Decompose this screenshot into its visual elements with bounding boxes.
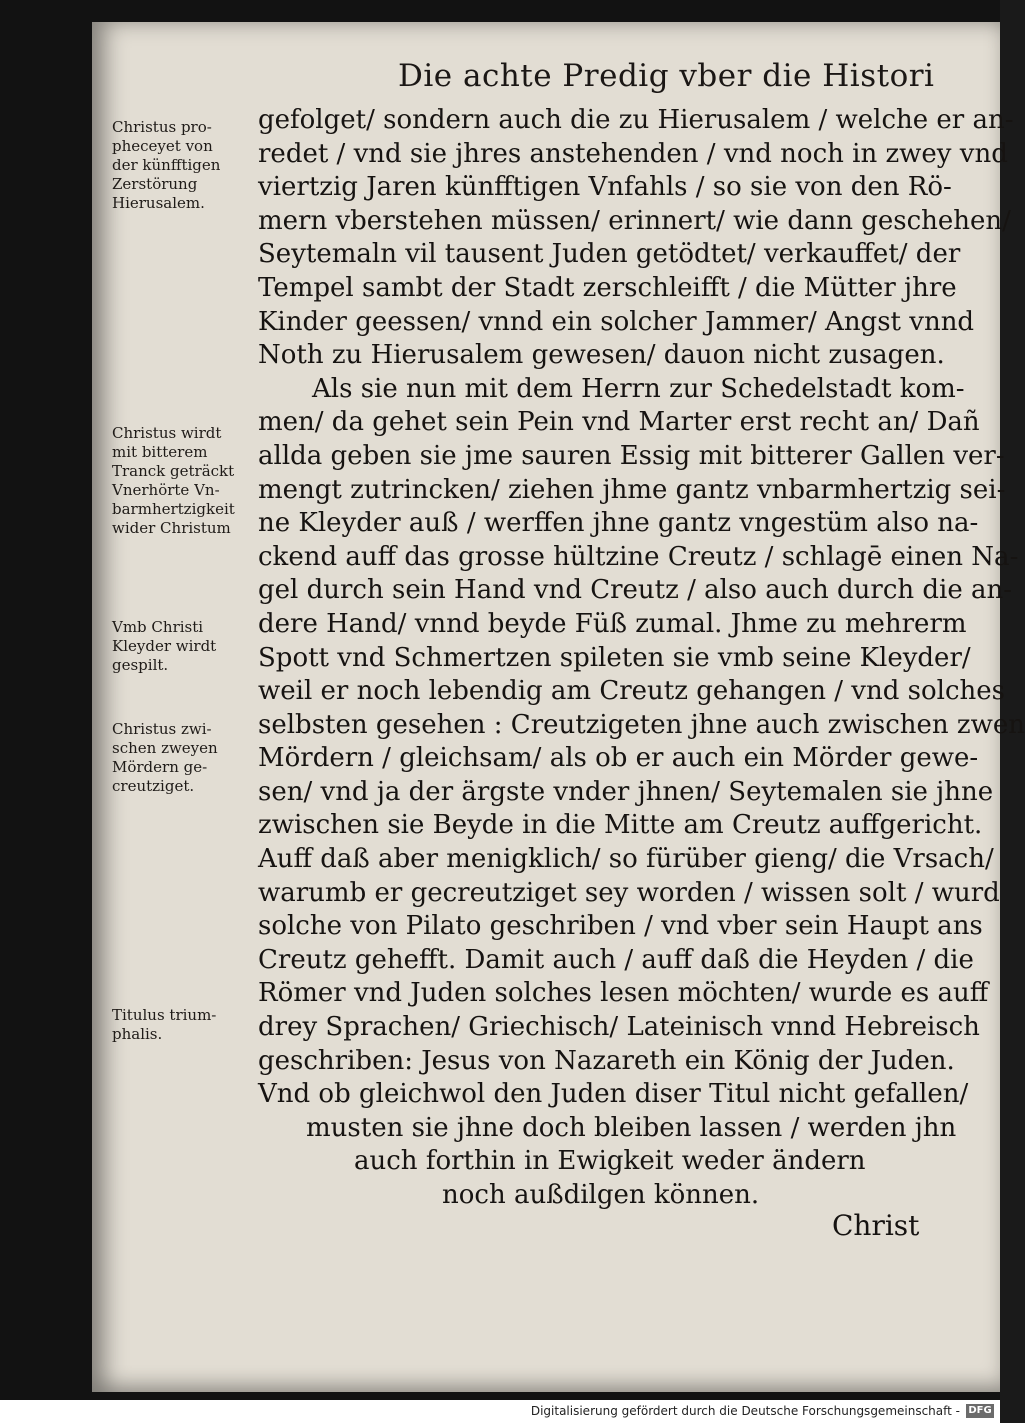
margin-line: mit bitterem <box>112 443 208 461</box>
margin-line: Hierusalem. <box>112 194 205 212</box>
text-line: Spott vnd Schmertzen spileten sie vmb seine Kleyder/ <box>258 642 971 673</box>
footer-credit: Digitalisierung gefördert durch die Deutsche Forschungsgemeinschaft - <box>530 1404 960 1418</box>
margin-line: Zerstörung <box>112 175 198 193</box>
text-line: dere Hand/ vnnd beyde Füß zumal. Jhme zu mehrerm <box>258 608 967 639</box>
text-line: redet / vnd sie jhres anstehenden / vnd noch in zwey vnd <box>258 138 1008 169</box>
text-line: warumb er gecreutziget sey worden / wissen solt / wurd <box>258 877 1000 908</box>
text-line: mern vberstehen müssen/ erinnert/ wie dann geschehen/ <box>258 205 1011 236</box>
text-line: Auff daß aber menigklich/ so fürüber gieng/ die Vrsach/ <box>258 844 994 875</box>
text-line: sen/ vnd ja der ärgste vnder jhnen/ Seytemalen sie jhne <box>258 776 994 807</box>
margin-line: barmhertzigkeit <box>112 500 235 518</box>
margin-note-between-murderers <box>112 720 257 796</box>
text-line: drey Sprachen/ Griechisch/ Lateinisch vnnd Hebreisch <box>258 1012 980 1043</box>
margin-line: Vnerhörte Vn- <box>112 481 220 499</box>
margin-note-prophecy <box>112 118 257 213</box>
text-line: Kinder geessen/ vnnd ein solcher Jammer/ Angst vnnd <box>258 306 975 337</box>
text-line: gefolget/ sondern auch die zu Hierusalem / welche er an- <box>258 105 1014 135</box>
text-line: Creutz gehefft. Damit auch / auff daß die Heyden / die <box>258 944 974 975</box>
margin-line: Mördern ge- <box>112 758 208 776</box>
main-text <box>258 104 1025 1213</box>
text-line: Noth zu Hierusalem gewesen/ dauon nicht zusagen. <box>258 340 945 371</box>
text-line-taper: noch außdilgen können. <box>442 1180 760 1210</box>
text-line: men/ da gehet sein Pein vnd Marter erst recht an/ Dañ <box>258 407 980 438</box>
text-line-taper: musten sie jhne doch bleiben lassen / werden jhn <box>306 1112 957 1143</box>
text-line: viertzig Jaren künfftigen Vnfahls / so sie von den Rö- <box>258 172 952 203</box>
text-line-taper: auch forthin in Ewigkeit weder ändern <box>354 1146 866 1177</box>
text-line: geschriben: Jesus von Nazareth ein König der Juden. <box>258 1045 955 1076</box>
margin-line: wider Christum <box>112 519 231 537</box>
text-line: Tempel sambt der Stadt zerschleifft / die Mütter jhre <box>258 272 957 303</box>
text-line: gel durch sein Hand vnd Creutz / also auch durch die an- <box>258 575 1013 606</box>
margin-line: pheceyet von <box>112 137 213 155</box>
dfg-logo-icon: DFG <box>966 1404 994 1418</box>
margin-note-titulus <box>112 1006 257 1044</box>
text-line: allda geben sie jme sauren Essig mit bitterer Gallen ver- <box>258 440 1005 471</box>
margin-note-garments <box>112 618 257 675</box>
text-line: Vnd ob gleichwol den Juden diser Titul nicht gefallen/ <box>258 1079 969 1110</box>
margin-line: Titulus trium- <box>112 1006 217 1024</box>
text-line: selbsten gesehen : Creutzigeten jhne auch zwischen zwen <box>258 709 1025 740</box>
margin-line: schen zweyen <box>112 739 218 757</box>
text-line: zwischen sie Beyde in die Mitte am Creutz auffgericht. <box>258 810 983 841</box>
catchword: Christ <box>832 1209 920 1242</box>
text-line-paragraph-start: Als sie nun mit dem Herrn zur Schedelstadt kom- <box>312 373 965 404</box>
margin-note-bitter-drink <box>112 424 257 538</box>
margin-line: gespilt. <box>112 656 169 674</box>
margin-line: Christus pro- <box>112 118 212 136</box>
text-line: solche von Pilato geschriben / vnd vber sein Haupt ans <box>258 911 983 942</box>
text-line: Römer vnd Juden solches lesen möchten/ wurde es auff <box>258 978 989 1009</box>
margin-line: der künfftigen <box>112 156 221 174</box>
digitization-footer <box>0 1400 1000 1423</box>
text-line: ckend auff das grosse hültzine Creutz / schlagē einen Na- <box>258 541 1019 572</box>
text-line: mengt zutrincken/ ziehen jhme gantz vnbarmhertzig sei- <box>258 474 1006 505</box>
text-line: Mördern / gleichsam/ als ob er auch ein Mörder gewe- <box>258 743 979 774</box>
text-line: Seytemaln vil tausent Juden getödtet/ verkauffet/ der <box>258 239 961 270</box>
text-line: weil er noch lebendig am Creutz gehangen / vnd solches <box>258 676 1005 707</box>
margin-line: Christus zwi- <box>112 720 212 738</box>
margin-line: Kleyder wirdt <box>112 637 217 655</box>
margin-line: Tranck geträckt <box>112 462 235 480</box>
margin-line: Vmb Christi <box>112 618 204 636</box>
text-line: ne Kleyder auß / werffen jhne gantz vngestüm also na- <box>258 508 979 539</box>
running-header: Die achte Predig vber die Histori <box>398 58 935 94</box>
margin-line: phalis. <box>112 1025 163 1043</box>
margin-line: Christus wirdt <box>112 424 222 442</box>
margin-line: creutziget. <box>112 777 195 795</box>
